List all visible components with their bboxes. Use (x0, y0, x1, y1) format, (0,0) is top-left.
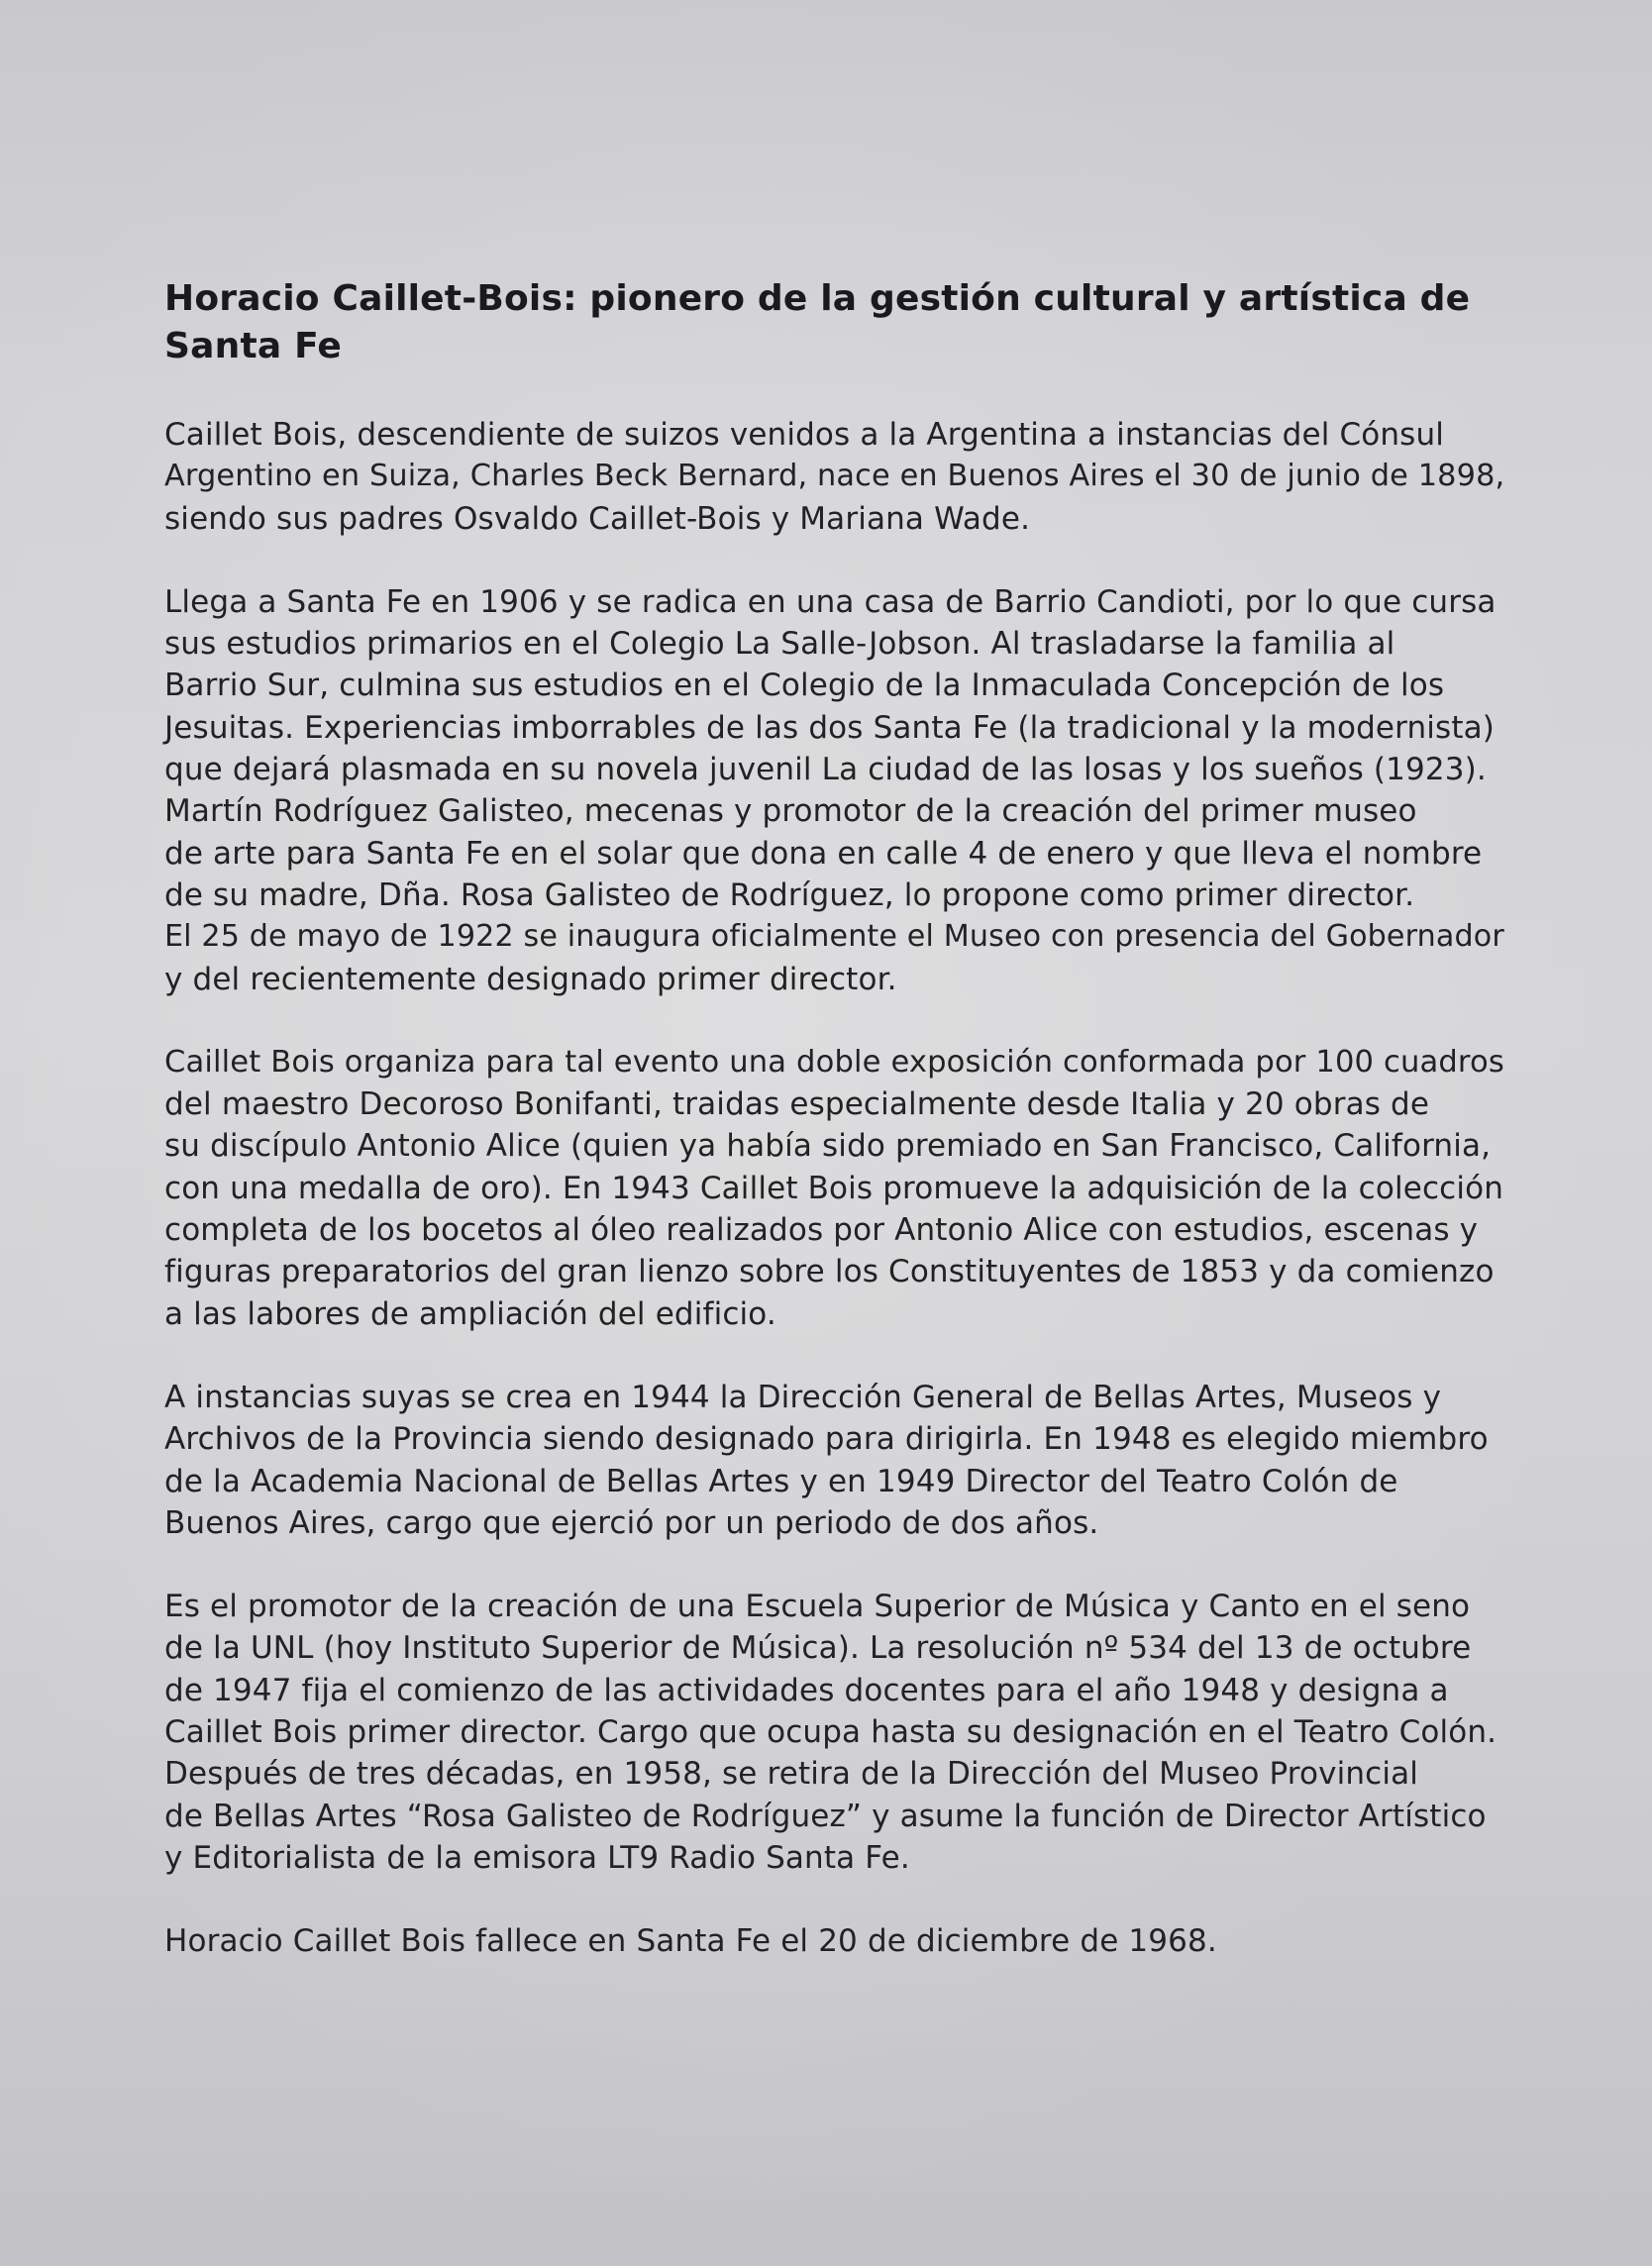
text-line: con una medalla de oro). En 1943 Caillet Bois promueve la adquisición de la colección (164, 1170, 1504, 1206)
text-line: a las labores de ampliación del edificio. (164, 1295, 776, 1332)
paragraph-origins (164, 414, 1511, 540)
document-content (164, 275, 1511, 2005)
text-line: Es el promotor de la creación de una Escuela Superior de Música y Canto en el seno (164, 1589, 1471, 1625)
text-line: de la Academia Nacional de Bellas Artes y en 1949 Director del Teatro Colón de (164, 1463, 1398, 1499)
text-line: y Editorialista de la emisora LT9 Radio Santa Fe. (164, 1839, 910, 1876)
text-line: que dejará plasmada en su novela juvenil La ciudad de las losas y los sueños (1923). (164, 752, 1487, 788)
text-line: de su madre, Dña. Rosa Galisteo de Rodríguez, lo propone como primer director. (164, 876, 1415, 913)
document-title (164, 275, 1511, 370)
text-line: del maestro Decoroso Bonifanti, traidas especialmente desde Italia y 20 obras de (164, 1086, 1430, 1123)
paragraph-escuela-musica (164, 1586, 1511, 1879)
text-line: Buenos Aires, cargo que ejerció por un periodo de dos años. (164, 1504, 1099, 1541)
paragraph-death (164, 1920, 1511, 1962)
paragraph-santa-fe-museum (164, 581, 1511, 1000)
text-line: de Bellas Artes “Rosa Galisteo de Rodríguez” y asume la función de Director Artístico (164, 1798, 1487, 1834)
text-line: El 25 de mayo de 1922 se inaugura oficialmente el Museo con presencia del Gobernador (164, 919, 1504, 955)
text-line: de la UNL (hoy Instituto Superior de Música). La resolución nº 534 del 13 de octubre (164, 1630, 1472, 1667)
text-line: Archivos de la Provincia siendo designado para dirigirla. En 1948 es elegido miembro (164, 1421, 1489, 1458)
text-line: Caillet Bois organiza para tal evento una doble exposición conformada por 100 cuadros (164, 1044, 1504, 1080)
text-line: A instancias suyas se crea en 1944 la Dirección General de Bellas Artes, Museos y (164, 1379, 1442, 1415)
text-line: Caillet Bois, descendiente de suizos venidos a la Argentina a instancias del Cónsul (164, 417, 1445, 453)
text-line: completa de los bocetos al óleo realizados por Antonio Alice con estudios, escenas y (164, 1212, 1479, 1249)
text-line: Argentino en Suiza, Charles Beck Bernard, nace en Buenos Aires el 30 de junio de 1898, (164, 459, 1505, 494)
text-line: sus estudios primarios en el Colegio La Salle-Jobson. Al trasladarse la familia al (164, 626, 1395, 663)
paragraph-exhibition (164, 1042, 1511, 1335)
text-line: Después de tres décadas, en 1958, se retira de la Dirección del Museo Provincial (164, 1756, 1419, 1793)
title-line: Santa Fe (164, 326, 343, 366)
text-line: Horacio Caillet Bois fallece en Santa Fe el 20 de diciembre de 1968. (164, 1923, 1217, 1960)
text-line: siendo sus padres Osvaldo Caillet-Bois y Mariana Wade. (164, 500, 1031, 537)
text-line: de arte para Santa Fe en el solar que dona en calle 4 de enero y que lleva el nombre (164, 835, 1483, 872)
text-line: Caillet Bois primer director. Cargo que ocupa hasta su designación en el Teatro Colón. (164, 1714, 1497, 1751)
text-line: de 1947 fija el comienzo de las actividades docentes para el año 1948 y designa a (164, 1672, 1449, 1708)
text-line: Jesuitas. Experiencias imborrables de las dos Santa Fe (la tradicional y la modernista) (164, 709, 1496, 746)
text-line: y del recientemente designado primer director. (164, 961, 897, 997)
title-line: Horacio Caillet-Bois: pionero de la gestión cultural y artística de (164, 278, 1471, 319)
text-line: Llega a Santa Fe en 1906 y se radica en una casa de Barrio Candioti, por lo que cursa (164, 583, 1497, 620)
paragraph-direccion-general (164, 1377, 1511, 1544)
text-line: Martín Rodríguez Galisteo, mecenas y promotor de la creación del primer museo (164, 793, 1417, 830)
text-line: Barrio Sur, culmina sus estudios en el Colegio de la Inmaculada Concepción de los (164, 668, 1445, 704)
text-line: figuras preparatorios del gran lienzo sobre los Constituyentes de 1853 y da comienzo (164, 1254, 1495, 1290)
text-line: su discípulo Antonio Alice (quien ya había sido premiado en San Francisco, California, (164, 1128, 1492, 1165)
